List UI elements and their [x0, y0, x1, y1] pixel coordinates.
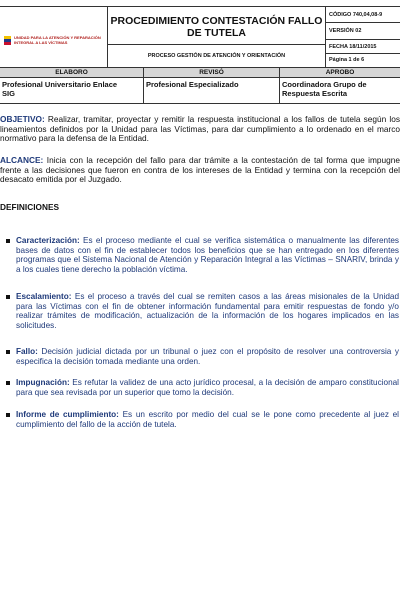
definition-term: Informe de cumplimiento:	[16, 410, 119, 419]
aprobo-line-1: Coordinadora Grupo de	[282, 80, 367, 89]
definition-text: Es el proceso a través del cual se remiten casos a las áreas misionales de la Unidad para las Víctimas con el fin de obtener información fundamental para emitir respuestas de fondo y/o realizar trámites de modificación, actualización de la información de los hogares implicados en las solicitudes.	[16, 292, 400, 330]
definiciones-heading: DEFINICIONES	[0, 202, 60, 212]
definition-term: Caracterización:	[16, 236, 80, 245]
objetivo-section	[0, 115, 400, 144]
elaboro-line-1: Profesional Universitario Enlace	[2, 80, 118, 89]
definition-text: Es el proceso mediante el cual se verifica sistemática o manualmente las diferentes bases de datos con el fin de establecer todos los beneficios que se han entregado en los diferentes programas que el Sistema Nacional de Atención y Reparación Integral a las Víctimas – SNARIV, brinda y a los cuales tiene derecho la población víctima.	[16, 236, 399, 274]
document-version: VERSIÓN 02	[326, 23, 400, 40]
process-name: PROCESO GESTIÓN DE ATENCIÓN Y ORIENTACIÓN	[108, 45, 326, 67]
bullet-icon	[6, 350, 10, 354]
document-date: FECHA 18/11/2015	[326, 40, 400, 54]
document-title	[108, 7, 326, 45]
bullet-icon	[6, 413, 10, 417]
approvals-table	[0, 68, 400, 104]
bullet-icon	[6, 295, 10, 299]
definition-text: Es refutar la validez de una acto jurídico procesal, a la decisión de amparo constitucional para que sea revisada por un superior que tomo la decisión.	[16, 378, 399, 397]
logo-text: UNIDAD PARA LA ATENCIÓN Y REPARACIÓN INTEGRAL A LAS VÍCTIMAS	[14, 35, 101, 45]
logo-cell	[0, 7, 108, 67]
alcance-label: ALCANCE:	[0, 155, 44, 165]
elaboro-value	[0, 78, 144, 104]
colombia-flag-icon	[4, 36, 11, 45]
aprobo-value	[280, 78, 400, 104]
objetivo-label: OBJETIVO:	[0, 114, 45, 124]
document-code: CÓDIGO 740,04,08-9	[326, 7, 400, 23]
header-elaboro: ELABORO	[0, 68, 144, 78]
bullet-icon	[6, 239, 10, 243]
header-aprobo: APROBO	[280, 68, 400, 78]
document-header	[0, 6, 400, 68]
definition-term: Fallo:	[16, 347, 38, 356]
bullet-icon	[6, 381, 10, 385]
header-reviso: REVISÓ	[144, 68, 280, 78]
definition-text: Es un escrito por medio del cual se le pone como precedente al juez el cumplimiento del fallo de la acción de tutela.	[16, 410, 399, 429]
title-line-1: PROCEDIMIENTO CONTESTACIÓN FALLO	[110, 15, 323, 27]
objetivo-text: Realizar, tramitar, proyectar y remitir la respuesta institucional a los fallos de tutela según los lineamientos definidos por la Unidad para las Víctimas, para dar cumplimiento a lo ordenado en el marco normativo para la defensa de la Entidad.	[0, 114, 400, 144]
definition-text: Decisión judicial dictada por un tribunal o juez con el propósito de resolver una controversia y especifica la decisión tomada mediante una orden.	[16, 347, 399, 366]
reviso-value: Profesional Especializado	[144, 78, 280, 104]
aprobo-line-2: Respuesta Escrita	[282, 89, 348, 98]
definition-term: Impugnación:	[16, 378, 70, 387]
alcance-text: Inicia con la recepción del fallo para dar trámite a la contestación de tal forma que impugne frente a las decisiones que fueron en contra de los intereses de la Entidad y termina con la recepción del desacato emitida por el Juzgado.	[0, 155, 400, 185]
title-line-2: DE TUTELA	[187, 27, 246, 39]
elaboro-line-2: SIG	[2, 89, 15, 98]
page-number: Página 1 de 6	[329, 57, 365, 63]
alcance-section	[0, 156, 400, 185]
definition-term: Escalamiento:	[16, 292, 72, 301]
